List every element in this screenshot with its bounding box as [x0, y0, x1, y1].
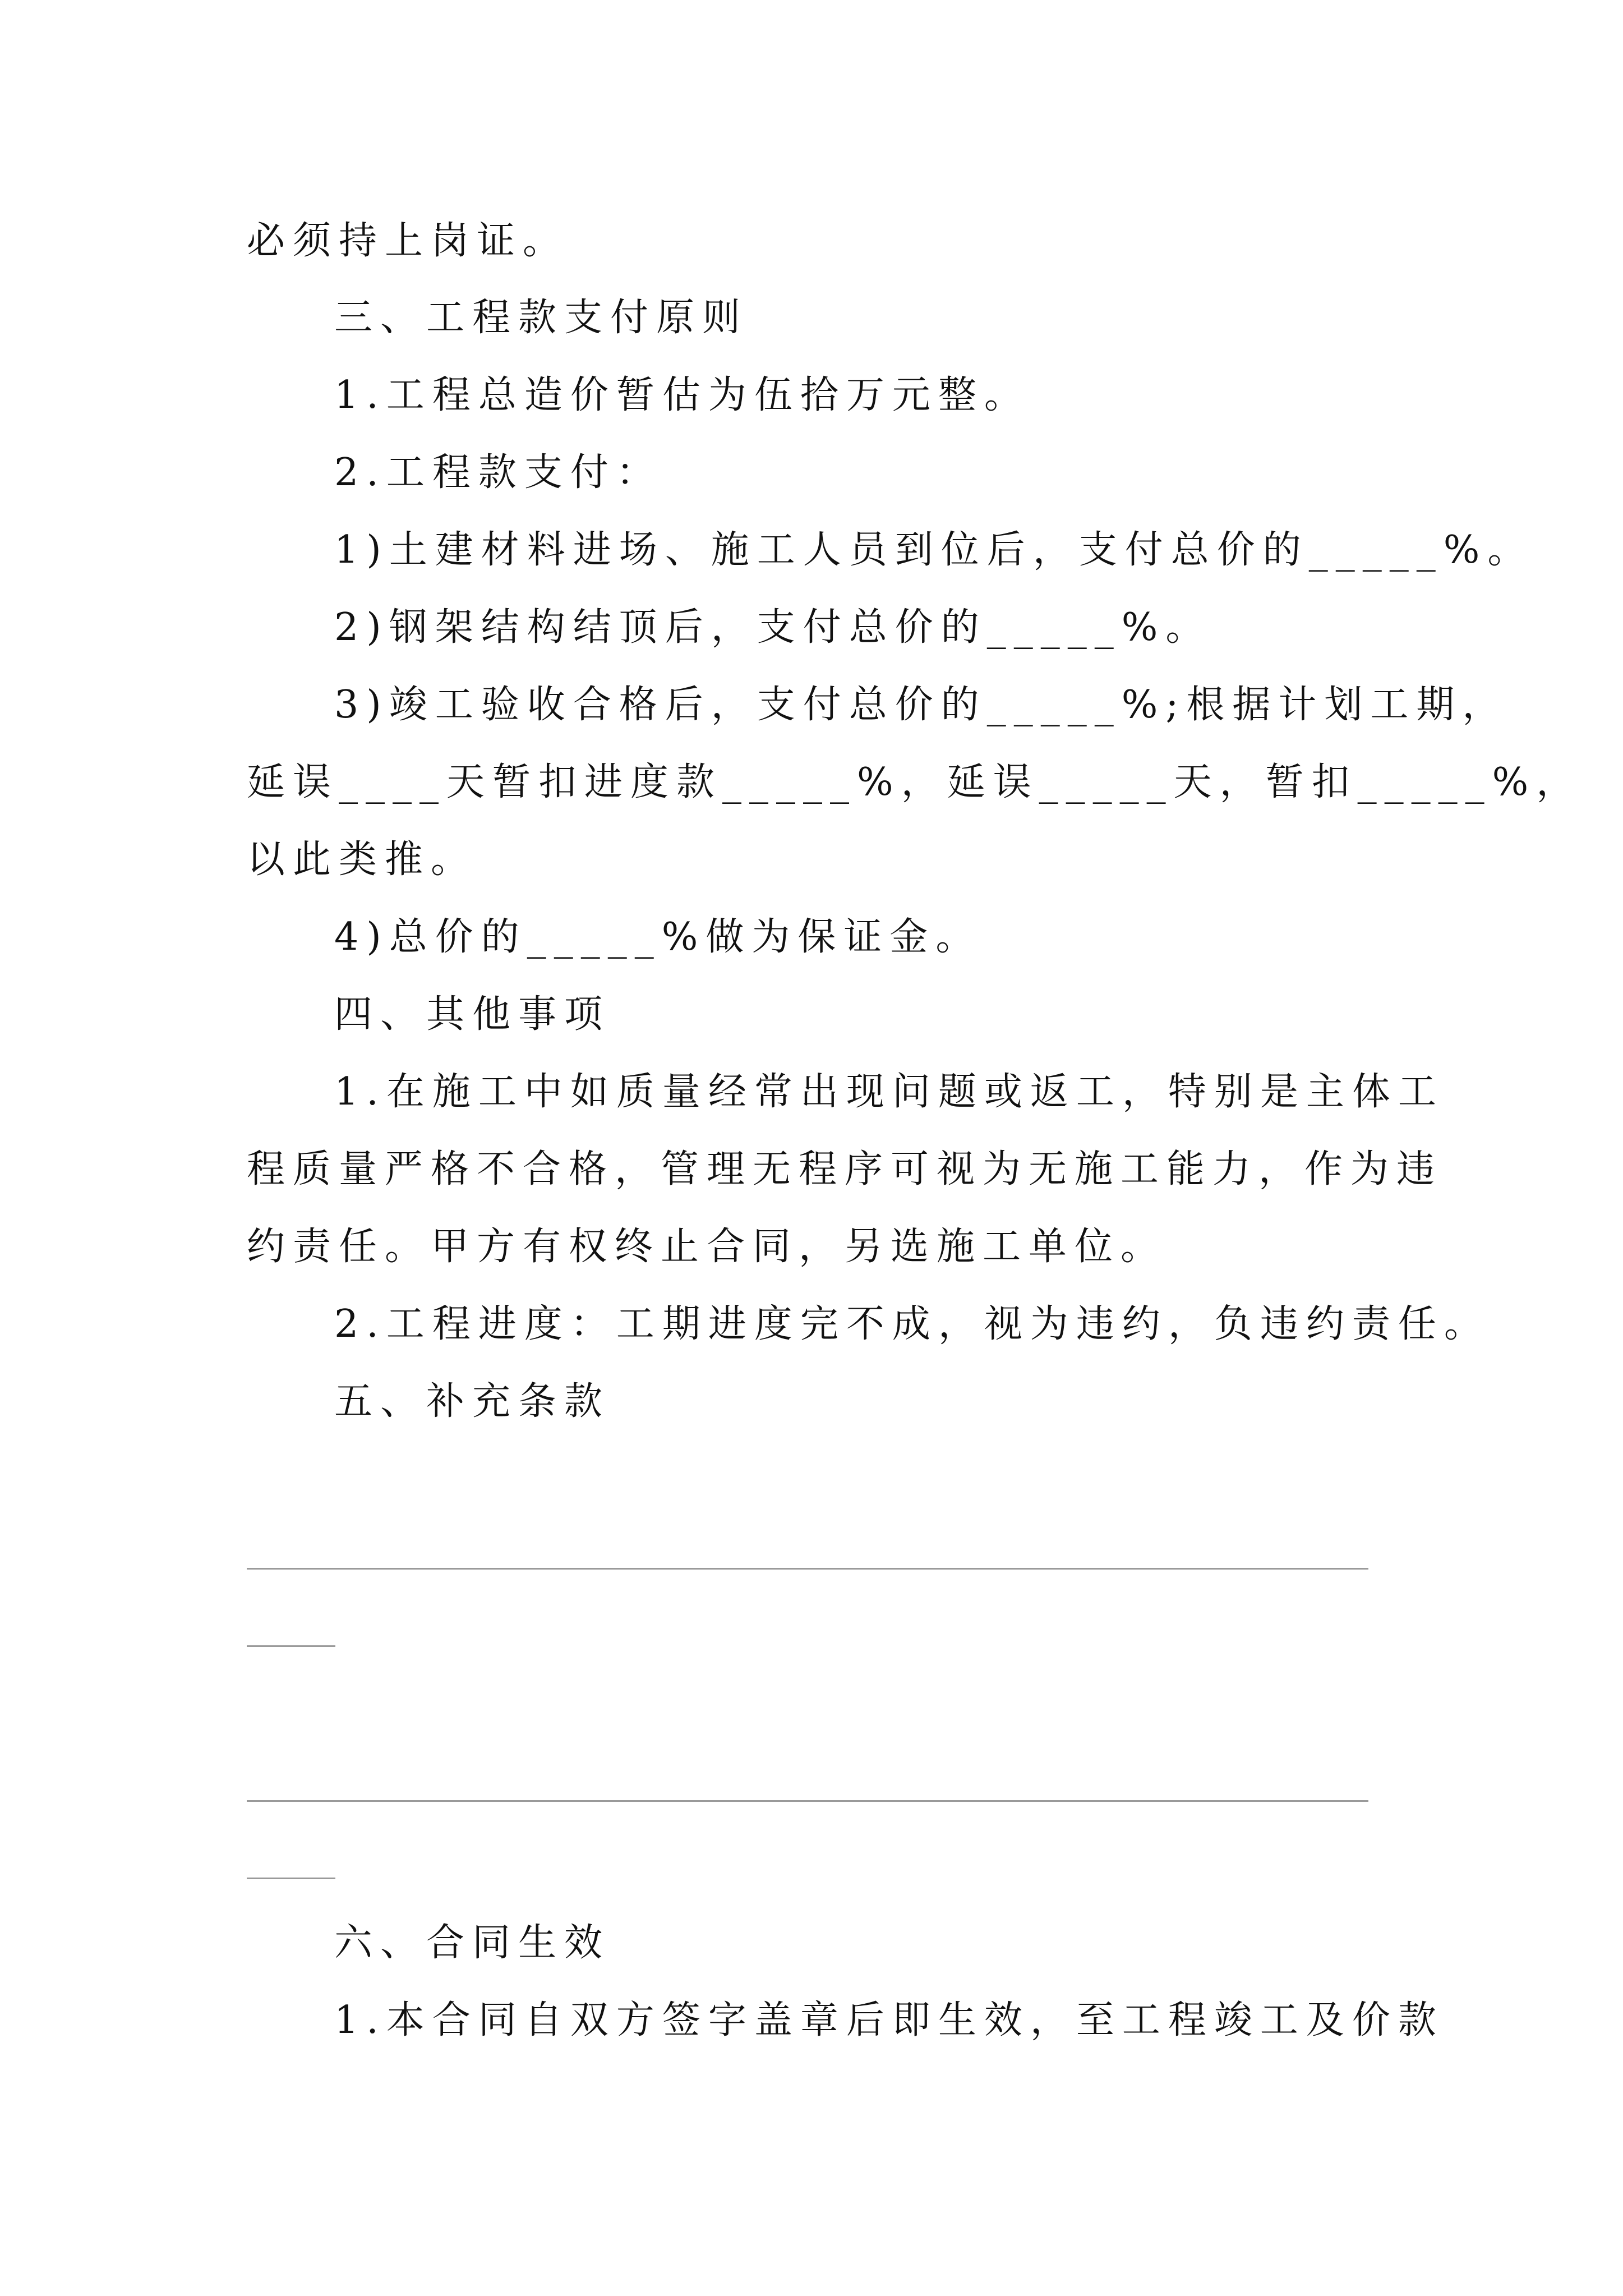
- blank-line-long: [247, 1568, 1368, 1570]
- blank-line-short: [247, 1645, 335, 1647]
- text-line: 3)竣工验收合格后，支付总价的_____%;根据计划工期，: [334, 683, 1509, 727]
- section-heading-other: 四、其他事项: [334, 992, 611, 1037]
- text-line: 1.本合同自双方签字盖章后即生效，至工程竣工及价款: [334, 1998, 1444, 2042]
- text-line: 1.在施工中如质量经常出现问题或返工，特别是主体工: [334, 1070, 1444, 1114]
- blank-line-short: [247, 1878, 335, 1879]
- text-line: 程质量严格不合格，管理无程序可视为无施工能力，作为违: [247, 1147, 1443, 1191]
- section-heading-supplement: 五、补充条款: [334, 1379, 611, 1424]
- text-line: 2.工程进度：工期进度完不成，视为违约，负违约责任。: [334, 1302, 1490, 1346]
- text-line: 2)钢架结构结顶后，支付总价的_____%。: [334, 605, 1212, 650]
- section-heading-effective: 六、合同生效: [334, 1921, 611, 1965]
- text-line: 以此类推。: [247, 838, 477, 882]
- text-line: 延误____天暂扣进度款_____%，延误_____天，暂扣_____%，: [247, 760, 1583, 804]
- text-line: 必须持上岗证。: [247, 219, 569, 263]
- text-line: 2.工程款支付：: [334, 450, 662, 495]
- section-heading-payment: 三、工程款支付原则: [334, 296, 749, 340]
- text-line: 1)土建材料进场、施工人员到位后，支付总价的_____%。: [334, 528, 1534, 572]
- blank-line-long: [247, 1800, 1368, 1802]
- text-line: 4)总价的_____%做为保证金。: [334, 915, 982, 959]
- text-line: 约责任。甲方有权终止合同，另选施工单位。: [247, 1225, 1167, 1269]
- text-line: 1.工程总造价暂估为伍拾万元整。: [334, 373, 1030, 417]
